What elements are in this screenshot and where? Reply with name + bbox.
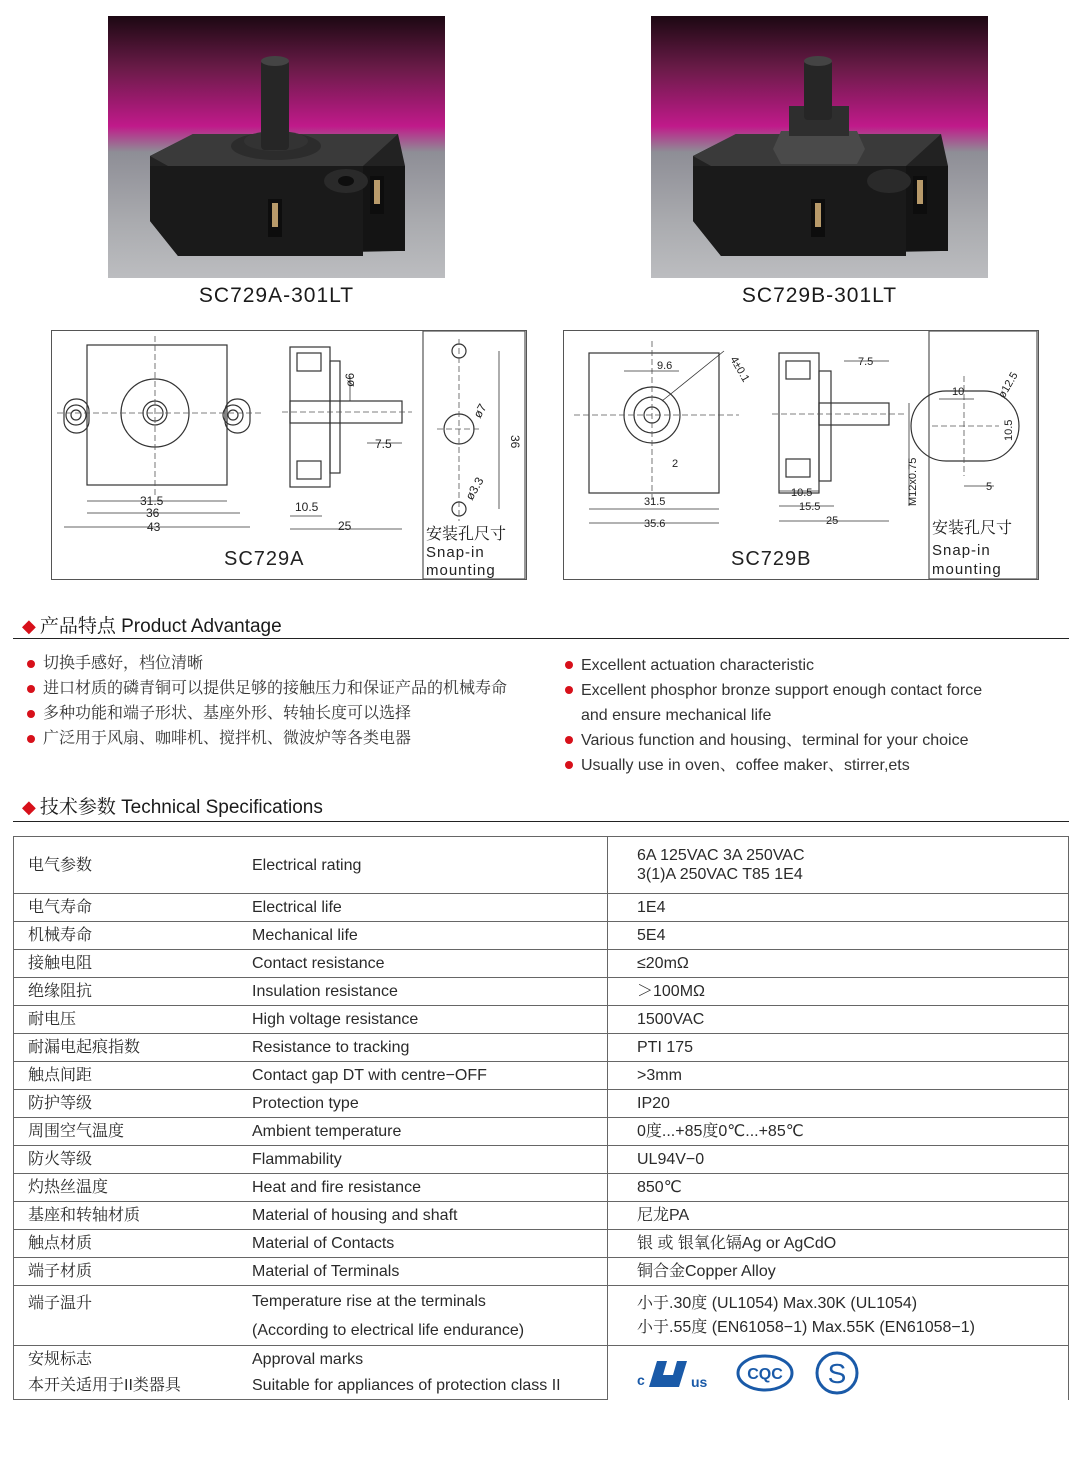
spec-value: 银 或 银氧化镉Ag or AgCdO: [608, 1230, 1069, 1258]
table-row: [14, 1118, 1069, 1146]
mount-en2-a: mounting: [426, 562, 496, 579]
dim-b-o12-5: ø12.5: [996, 370, 1021, 401]
spec-cn: 防火等级: [14, 1146, 239, 1174]
dim-b-5: 5: [986, 481, 993, 493]
spec-value: IP20: [608, 1090, 1069, 1118]
spec-value: 铜合金Copper Alloy: [608, 1258, 1069, 1286]
specs-title: 技术参数 Technical Specifications: [39, 797, 323, 818]
drawing-b: [563, 330, 1039, 580]
spec-en: Ambient temperature: [238, 1118, 608, 1146]
table-row: [14, 978, 1069, 1006]
spec-value: 850℃: [608, 1174, 1069, 1202]
table-row: [14, 1034, 1069, 1062]
spec-en: Insulation resistance: [238, 978, 608, 1006]
spec-value: >3mm: [608, 1062, 1069, 1090]
spec-cn: 触点间距: [14, 1062, 239, 1090]
spec-en: [238, 1286, 608, 1346]
spec-cn: 电气寿命: [14, 894, 239, 922]
spec-cn: 电气参数: [14, 837, 239, 894]
spec-value-line2: 3(1)A 250VAC T85 1E4: [637, 866, 803, 883]
dim-b-10-5: 10.5: [791, 487, 813, 499]
spec-en: Material of Terminals: [238, 1258, 608, 1286]
dim-a-10-5: 10.5: [295, 500, 319, 514]
specs-rule: [13, 821, 1069, 822]
spec-en: Approval marks: [238, 1346, 608, 1373]
dim-b-15-5: 15.5: [799, 501, 821, 513]
dim-a-31-5: 31.5: [140, 494, 164, 508]
dim-b-35-6: 35.6: [644, 518, 666, 530]
spec-value: 尼龙PA: [608, 1202, 1069, 1230]
spec-value: 5E4: [608, 922, 1069, 950]
spec-en: Protection type: [238, 1090, 608, 1118]
approval-logos: [637, 1351, 1068, 1395]
advantage-heading: [22, 611, 282, 638]
list-item-continuation: and ensure mechanical life: [581, 707, 772, 724]
advantage-title: 产品特点 Product Advantage: [39, 616, 282, 637]
spec-en: Electrical life: [238, 894, 608, 922]
dim-a-7-5: 7.5: [375, 437, 392, 451]
cqc-logo-icon: [735, 1353, 795, 1393]
drawing-a-label: SC729A: [224, 548, 305, 570]
mount-en1-b: Snap-in: [932, 542, 991, 559]
dim-a-o7: ø7: [470, 401, 490, 421]
spec-cn: 周围空气温度: [14, 1118, 239, 1146]
spec-value: 1500VAC: [608, 1006, 1069, 1034]
mount-en1-a: Snap-in: [426, 544, 485, 561]
advantage-rule: [13, 638, 1069, 639]
dim-b-4: 4±0.1: [727, 354, 752, 385]
table-row: [14, 1146, 1069, 1174]
product-photo-b: [651, 16, 988, 278]
spec-value: UL94V−0: [608, 1146, 1069, 1174]
drawing-a-svg: [52, 331, 526, 579]
diamond-icon: ◆: [22, 797, 36, 817]
dim-b-2: 2: [672, 458, 679, 470]
svg-text:CQC: CQC: [747, 1365, 783, 1383]
table-row: [14, 1258, 1069, 1286]
table-row: [14, 922, 1069, 950]
dim-b-10-5-vert: 10.5: [1003, 419, 1015, 441]
spec-value: ≤20mΩ: [608, 950, 1069, 978]
spec-cn: 接触电阻: [14, 950, 239, 978]
spec-cn: 触点材质: [14, 1230, 239, 1258]
dim-a-o3-3: ø3.3: [462, 474, 487, 503]
dim-b-7-5: 7.5: [858, 356, 874, 368]
switch-b-image: [651, 16, 988, 278]
table-row: [14, 1202, 1069, 1230]
advantage-list-en: [565, 653, 1065, 778]
spec-value: PTI 175: [608, 1034, 1069, 1062]
dim-b-m12: M12x0.75: [907, 457, 919, 506]
table-row: [14, 1286, 1069, 1346]
product-caption-b: SC729B-301LT: [741, 284, 898, 307]
svg-text:S: S: [827, 1357, 847, 1389]
dim-a-36-vert: 36: [508, 435, 522, 449]
dim-b-9-6: 9.6: [657, 360, 673, 372]
list-item: 进口材质的磷青铜可以提供足够的接触压力和保证产品的机械寿命: [27, 676, 567, 701]
spec-cn: 本开关适用于II类器具: [14, 1373, 239, 1400]
cru-us-logo-icon: [637, 1353, 717, 1393]
spec-cn: 绝缘阻抗: [14, 978, 239, 1006]
spec-cn: 灼热丝温度: [14, 1174, 239, 1202]
dim-a-36: 36: [146, 506, 160, 520]
spec-value: [608, 1286, 1069, 1346]
spec-cn: 防护等级: [14, 1090, 239, 1118]
spec-cn: 机械寿命: [14, 922, 239, 950]
spec-en: Material of housing and shaft: [238, 1202, 608, 1230]
spec-en-line1: Temperature rise at the terminals: [252, 1292, 486, 1310]
advantage-list-cn: [27, 651, 567, 751]
spec-cn: 耐漏电起痕指数: [14, 1034, 239, 1062]
spec-value: 0度...+85度0℃...+85℃: [608, 1118, 1069, 1146]
list-item: Usually use in oven、coffee maker、stirrer,ets: [565, 753, 1065, 778]
spec-en: High voltage resistance: [238, 1006, 608, 1034]
spec-en: Resistance to tracking: [238, 1034, 608, 1062]
spec-value: 1E4: [608, 894, 1069, 922]
table-row: [14, 1062, 1069, 1090]
list-item: Excellent phosphor bronze support enough contact force: [565, 678, 1065, 703]
dim-b-31-5: 31.5: [644, 496, 666, 508]
spec-en: Suitable for appliances of protection class II: [238, 1373, 608, 1400]
drawing-b-svg: [564, 331, 1038, 579]
dim-b-10: 10: [952, 386, 965, 398]
switch-a-image: [108, 16, 445, 278]
table-row: [14, 837, 1069, 894]
spec-value: ＞100MΩ: [608, 978, 1069, 1006]
spec-value: [608, 837, 1069, 894]
dim-a-25: 25: [338, 519, 352, 533]
mount-en2-b: mounting: [932, 561, 1002, 578]
list-item: Various function and housing、terminal for your choice: [565, 728, 1065, 753]
table-row: [14, 894, 1069, 922]
table-row: [14, 1090, 1069, 1118]
spec-cn: 端子材质: [14, 1258, 239, 1286]
spec-table: [13, 836, 1069, 1400]
product-photo-a: [108, 16, 445, 278]
table-row: [14, 1230, 1069, 1258]
spec-en-line2: (According to electrical life endurance): [252, 1321, 525, 1339]
spec-value-line1: 小于.30度 (UL1054) Max.30K (UL1054): [637, 1294, 918, 1312]
svg-text:c: c: [637, 1371, 645, 1388]
drawing-b-label: SC729B: [731, 548, 812, 570]
dim-a-43: 43: [147, 520, 161, 534]
table-row: [14, 950, 1069, 978]
list-item: Excellent actuation characteristic: [565, 653, 1065, 678]
list-item: 广泛用于风扇、咖啡机、搅拌机、微波炉等各类电器: [27, 726, 567, 751]
mount-cn-a: 安装孔尺寸: [426, 526, 507, 543]
mount-cn-b: 安装孔尺寸: [932, 520, 1013, 537]
spec-en: Mechanical life: [238, 922, 608, 950]
list-item: 切换手感好，档位清晰: [27, 651, 567, 676]
spec-en: Contact resistance: [238, 950, 608, 978]
spec-en: Contact gap DT with centre−OFF: [238, 1062, 608, 1090]
spec-cn: 基座和转轴材质: [14, 1202, 239, 1230]
spec-en: Flammability: [238, 1146, 608, 1174]
svg-text:us: us: [691, 1373, 708, 1390]
table-row: [14, 1006, 1069, 1034]
table-row: [14, 1174, 1069, 1202]
approval-logos-cell: [608, 1346, 1069, 1400]
spec-en: Electrical rating: [238, 837, 608, 894]
spec-cn: 端子温升: [14, 1286, 239, 1346]
product-caption-a: SC729A-301LT: [198, 284, 355, 307]
spec-cn: 安规标志: [14, 1346, 239, 1373]
specs-heading: [22, 792, 323, 819]
dim-b-25: 25: [826, 515, 839, 527]
drawing-a: [51, 330, 527, 580]
spec-en: Material of Contacts: [238, 1230, 608, 1258]
spec-en: Heat and fire resistance: [238, 1174, 608, 1202]
list-item: 多种功能和端子形状、基座外形、转轴长度可以选择: [27, 701, 567, 726]
s-mark-logo-icon: [813, 1351, 861, 1395]
table-row: [14, 1346, 1069, 1373]
spec-value-line2: 小于.55度 (EN61058−1) Max.55K (EN61058−1): [637, 1318, 975, 1336]
spec-cn: 耐电压: [14, 1006, 239, 1034]
spec-value-line1: 6A 125VAC 3A 250VAC: [637, 847, 805, 864]
diamond-icon: ◆: [22, 616, 36, 636]
dim-a-o6: ø6: [343, 372, 357, 387]
